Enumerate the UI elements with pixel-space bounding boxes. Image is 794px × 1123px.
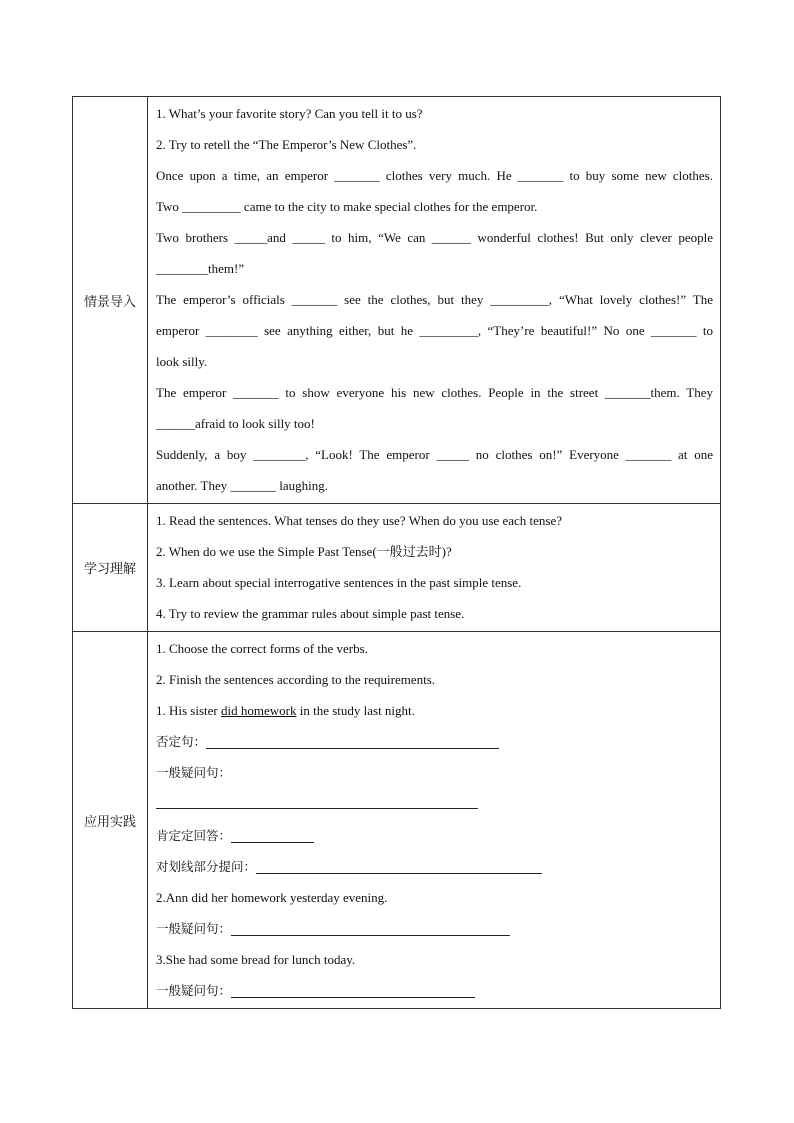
story-line-13: another. They _______ laughing.: [156, 478, 328, 493]
negative-answer-blank[interactable]: [206, 734, 499, 749]
question-2-yes-no-blank[interactable]: [231, 921, 510, 936]
question-2-yes-no-row: [156, 913, 713, 944]
story-line-4: Two _________ came to the city to make special clothes for the emperor.: [156, 199, 538, 214]
section-content-understanding: [148, 504, 721, 632]
section-label-practice: 应用实践: [73, 632, 148, 1009]
practice-line-2: 2. Finish the sentences according to the requirements.: [156, 672, 436, 687]
understanding-line-2: 2. When do we use the Simple Past Tense(一般过去时)?: [156, 544, 452, 559]
section-row-understanding: [73, 504, 721, 632]
story-line-6: ________them!”: [156, 261, 245, 276]
section-content-practice: [148, 632, 721, 1009]
practice-question-3: 3.She had some bread for lunch today.: [156, 952, 356, 967]
section-label-warmup: 情景导入: [73, 97, 148, 504]
negative-label: 否定句：: [156, 734, 207, 749]
wh-question-blank[interactable]: [256, 859, 542, 874]
question-3-yes-no-blank[interactable]: [231, 983, 475, 998]
question-1-suffix: in the study last night.: [296, 703, 415, 718]
section-row-practice: [73, 632, 721, 1009]
understanding-line-1: 1. Read the sentences. What tenses do they use? When do you use each tense?: [156, 513, 562, 528]
lesson-table: [72, 96, 721, 1009]
yes-no-label: 一般疑问句：: [156, 765, 232, 780]
section-label-understanding: 学习理解: [73, 504, 148, 632]
understanding-line-4: 4. Try to review the grammar rules about simple past tense.: [156, 606, 465, 621]
question-1-prefix: 1. His sister: [156, 703, 221, 718]
practice-line-1: 1. Choose the correct forms of the verbs.: [156, 641, 368, 656]
question-2-yes-no-label: 一般疑问句：: [156, 921, 232, 936]
story-line-10: The emperor _______ to show everyone his new clothes. People in the street _______them. They: [156, 385, 713, 400]
short-answer-row: [156, 820, 713, 851]
wh-question-label: 对划线部分提问：: [156, 859, 257, 874]
story-line-3: Once upon a time, an emperor _______ clothes very much. He _______ to buy some new clothes.: [156, 168, 713, 183]
practice-question-1: [156, 695, 713, 726]
question-3-yes-no-label: 一般疑问句：: [156, 983, 232, 998]
short-answer-blank[interactable]: [231, 828, 314, 843]
understanding-line-3: 3. Learn about special interrogative sentences in the past simple tense.: [156, 575, 522, 590]
story-line-11: ______afraid to look silly too!: [156, 416, 315, 431]
yes-no-row: [156, 757, 713, 788]
story-line-8: emperor ________ see anything either, but he _________, “They’re beautiful!” No one _______ to: [156, 323, 713, 338]
wh-question-row: [156, 851, 713, 882]
story-line-5: Two brothers _____and _____ to him, “We can ______ wonderful clothes! But only clever people: [156, 230, 713, 245]
section-row-warmup: [73, 97, 721, 504]
warmup-line-1: 1. What’s your favorite story? Can you tell it to us?: [156, 106, 423, 121]
warmup-line-2: 2. Try to retell the “The Emperor’s New Clothes”.: [156, 137, 417, 152]
question-1-underlined: did homework: [221, 703, 297, 718]
section-content-warmup: [148, 97, 721, 504]
practice-question-2: 2.Ann did her homework yesterday evening.: [156, 890, 388, 905]
story-line-9: look silly.: [156, 354, 208, 369]
question-3-yes-no-row: [156, 975, 713, 1006]
negative-row: [156, 726, 713, 757]
story-line-7: The emperor’s officials _______ see the clothes, but they _________, “What lovely clothes!” The: [156, 292, 713, 307]
story-line-12: Suddenly, a boy ________, “Look! The emperor _____ no clothes on!” Everyone _______ at one: [156, 447, 713, 462]
yes-no-answer-blank[interactable]: [156, 788, 478, 809]
short-answer-label: 肯定定回答：: [156, 828, 232, 843]
